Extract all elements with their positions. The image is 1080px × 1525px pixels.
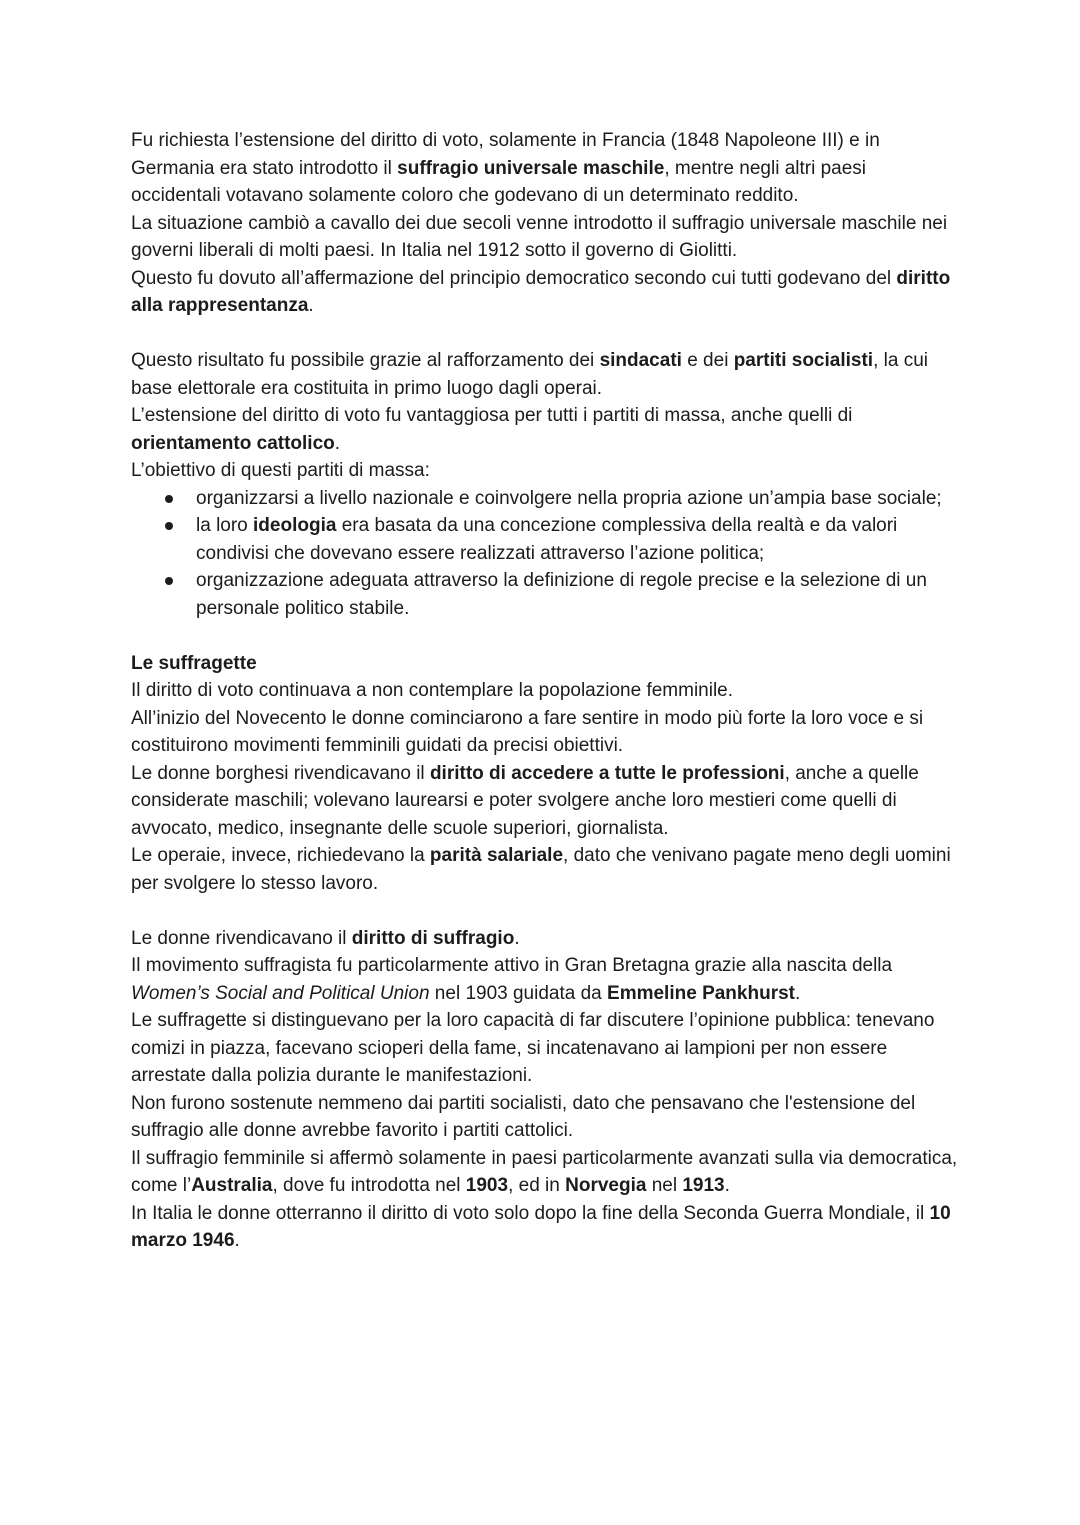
- text: organizzarsi a livello nazionale e coinvolgere nella propria azione un’ampia base sociale;: [196, 487, 942, 509]
- text: .: [234, 1230, 240, 1251]
- bullet-icon: [165, 577, 173, 585]
- bold-text: Norvegia: [565, 1175, 647, 1196]
- paragraph-voting-extension: [131, 127, 960, 210]
- paragraph-early-century: All’inizio del Novecento le donne cominciarono a fare sentire in modo più forte la loro voce e si costituirono movimenti femminili guidati da precisi obiettivi.: [131, 707, 924, 756]
- paragraph-mass-parties: [131, 402, 960, 457]
- bold-text: sindacati: [599, 350, 682, 371]
- paragraph-socialist-parties: Non furono sostenute nemmeno dai partiti socialisti, dato che pensavano che l'estensione del suffragio alle donne avrebbe favorito i partiti cattolici.: [131, 1092, 916, 1141]
- italic-text: Women’s Social and Political Union: [131, 982, 430, 1004]
- text: , dove fu introdotta nel: [272, 1175, 466, 1196]
- list-item: [196, 485, 960, 513]
- text: In Italia le donne otterranno il diritto di voto solo dopo la fine della Seconda Guerra Mondiale, il: [131, 1202, 930, 1224]
- text: .: [514, 927, 520, 949]
- text: Le donne rivendicavano il: [131, 927, 352, 949]
- paragraph-gap: [131, 320, 960, 348]
- paragraph-suffragette-actions: Le suffragette si distinguevano per la loro capacità di far discutere l’opinione pubblica: tenevano comizi in piazza, facevano scioperi della fame, si incatenavano ai lampioni per non essere arrestate dalla polizia durante le manifestazioni.: [131, 1010, 935, 1086]
- text: Questo fu dovuto all’affermazione del principio democratico secondo cui tutti godevano del: [131, 267, 897, 289]
- text: .: [724, 1175, 730, 1196]
- text: , anche a quelle considerate maschili; volevano laurearsi e poter svolgere anche loro mestieri come quelli di avvocato, medico, insegnante delle scuole superiori, giornalista.: [131, 762, 919, 839]
- text: Questo risultato fu possibile grazie al rafforzamento dei: [131, 350, 600, 371]
- text: e dei: [681, 350, 734, 371]
- paragraph-female-suffrage: [131, 1145, 960, 1200]
- bold-text: orientamento cattolico: [131, 432, 335, 454]
- text: nel: [646, 1175, 683, 1196]
- paragraph-democratic-principle: [131, 265, 960, 320]
- text: organizzazione adeguata attraverso la definizione di regole precise e la selezione di un personale politico stabile.: [196, 570, 927, 619]
- bold-text: 10 marzo 1946: [131, 1202, 951, 1251]
- paragraph-suffragist-movement: [131, 952, 960, 1007]
- paragraph-gap: [131, 622, 960, 650]
- bold-text: ideologia: [253, 515, 337, 536]
- text: Le donne borghesi rivendicavano il: [131, 762, 430, 784]
- text: , ed in: [508, 1175, 566, 1196]
- section-heading: Le suffragette: [131, 652, 257, 674]
- paragraph-situation-change: La situazione cambiò a cavallo dei due secoli venne introdotto il suffragio universale maschile nei governi liberali di molti paesi. In Italia nel 1912 sotto il governo di Giolitti.: [131, 212, 948, 261]
- list-item: [196, 567, 960, 622]
- text: Fu richiesta l’estensione del diritto di voto, solamente in Francia (1848 Napoleone III) e in Germania era stato introdotto il: [131, 130, 880, 179]
- paragraph-objectives-intro: L’obiettivo di questi partiti di massa:: [131, 460, 430, 481]
- list-item: [196, 512, 960, 567]
- paragraph-unions: [131, 347, 960, 402]
- objectives-list: [131, 485, 960, 623]
- bold-text: 1903: [465, 1175, 509, 1196]
- text: L’estensione del diritto di voto fu vantaggiosa per tutti i partiti di massa, anche quelli di: [131, 405, 853, 426]
- paragraph-italy: [131, 1200, 960, 1255]
- text: Il movimento suffragista fu particolarmente attivo in Gran Bretagna grazie alla nascita della: [131, 955, 893, 976]
- bold-text: Australia: [191, 1175, 273, 1196]
- paragraph-gap: [131, 897, 960, 925]
- text: .: [794, 982, 801, 1004]
- text: , dato che venivano pagate meno degli uomini per svolgere lo stesso lavoro.: [131, 845, 951, 894]
- paragraph-suffrage-right: [131, 925, 960, 953]
- bold-text: suffragio universale maschile: [397, 157, 665, 179]
- text: nel 1903 guidata da: [429, 982, 608, 1004]
- text: .: [308, 295, 314, 316]
- bold-text: 1913: [682, 1175, 725, 1196]
- bold-text: parità salariale: [429, 845, 564, 866]
- paragraph-bourgeois-women: [131, 760, 960, 843]
- text: era basata da una concezione complessiva della realtà e da valori condivisi che dovevano essere realizzati attraverso l’azione politica;: [196, 515, 898, 564]
- bold-text: partiti socialisti: [733, 350, 874, 371]
- text: , mentre negli altri paesi occidentali votavano solamente coloro che godevano di un determinato reddito.: [131, 157, 867, 206]
- paragraph-female-population: Il diritto di voto continuava a non contemplare la popolazione femminile.: [131, 680, 734, 701]
- paragraph-workers: [131, 842, 960, 897]
- text: la loro: [196, 515, 254, 536]
- bold-text: diritto alla rappresentanza: [131, 267, 951, 316]
- text: Il suffragio femminile si affermò solamente in paesi particolarmente avanzati sulla via democratica, come l’: [131, 1147, 958, 1196]
- text: , la cui base elettorale era costituita in primo luogo dagli operai.: [131, 350, 928, 399]
- bullet-icon: [165, 522, 173, 530]
- bold-text: Emmeline Pankhurst: [607, 982, 795, 1004]
- bold-text: diritto di suffragio: [351, 927, 515, 949]
- text: .: [334, 432, 341, 454]
- bullet-icon: [165, 495, 173, 503]
- bold-text: diritto di accedere a tutte le professioni: [429, 762, 785, 784]
- text: Le operaie, invece, richiedevano la: [131, 845, 430, 866]
